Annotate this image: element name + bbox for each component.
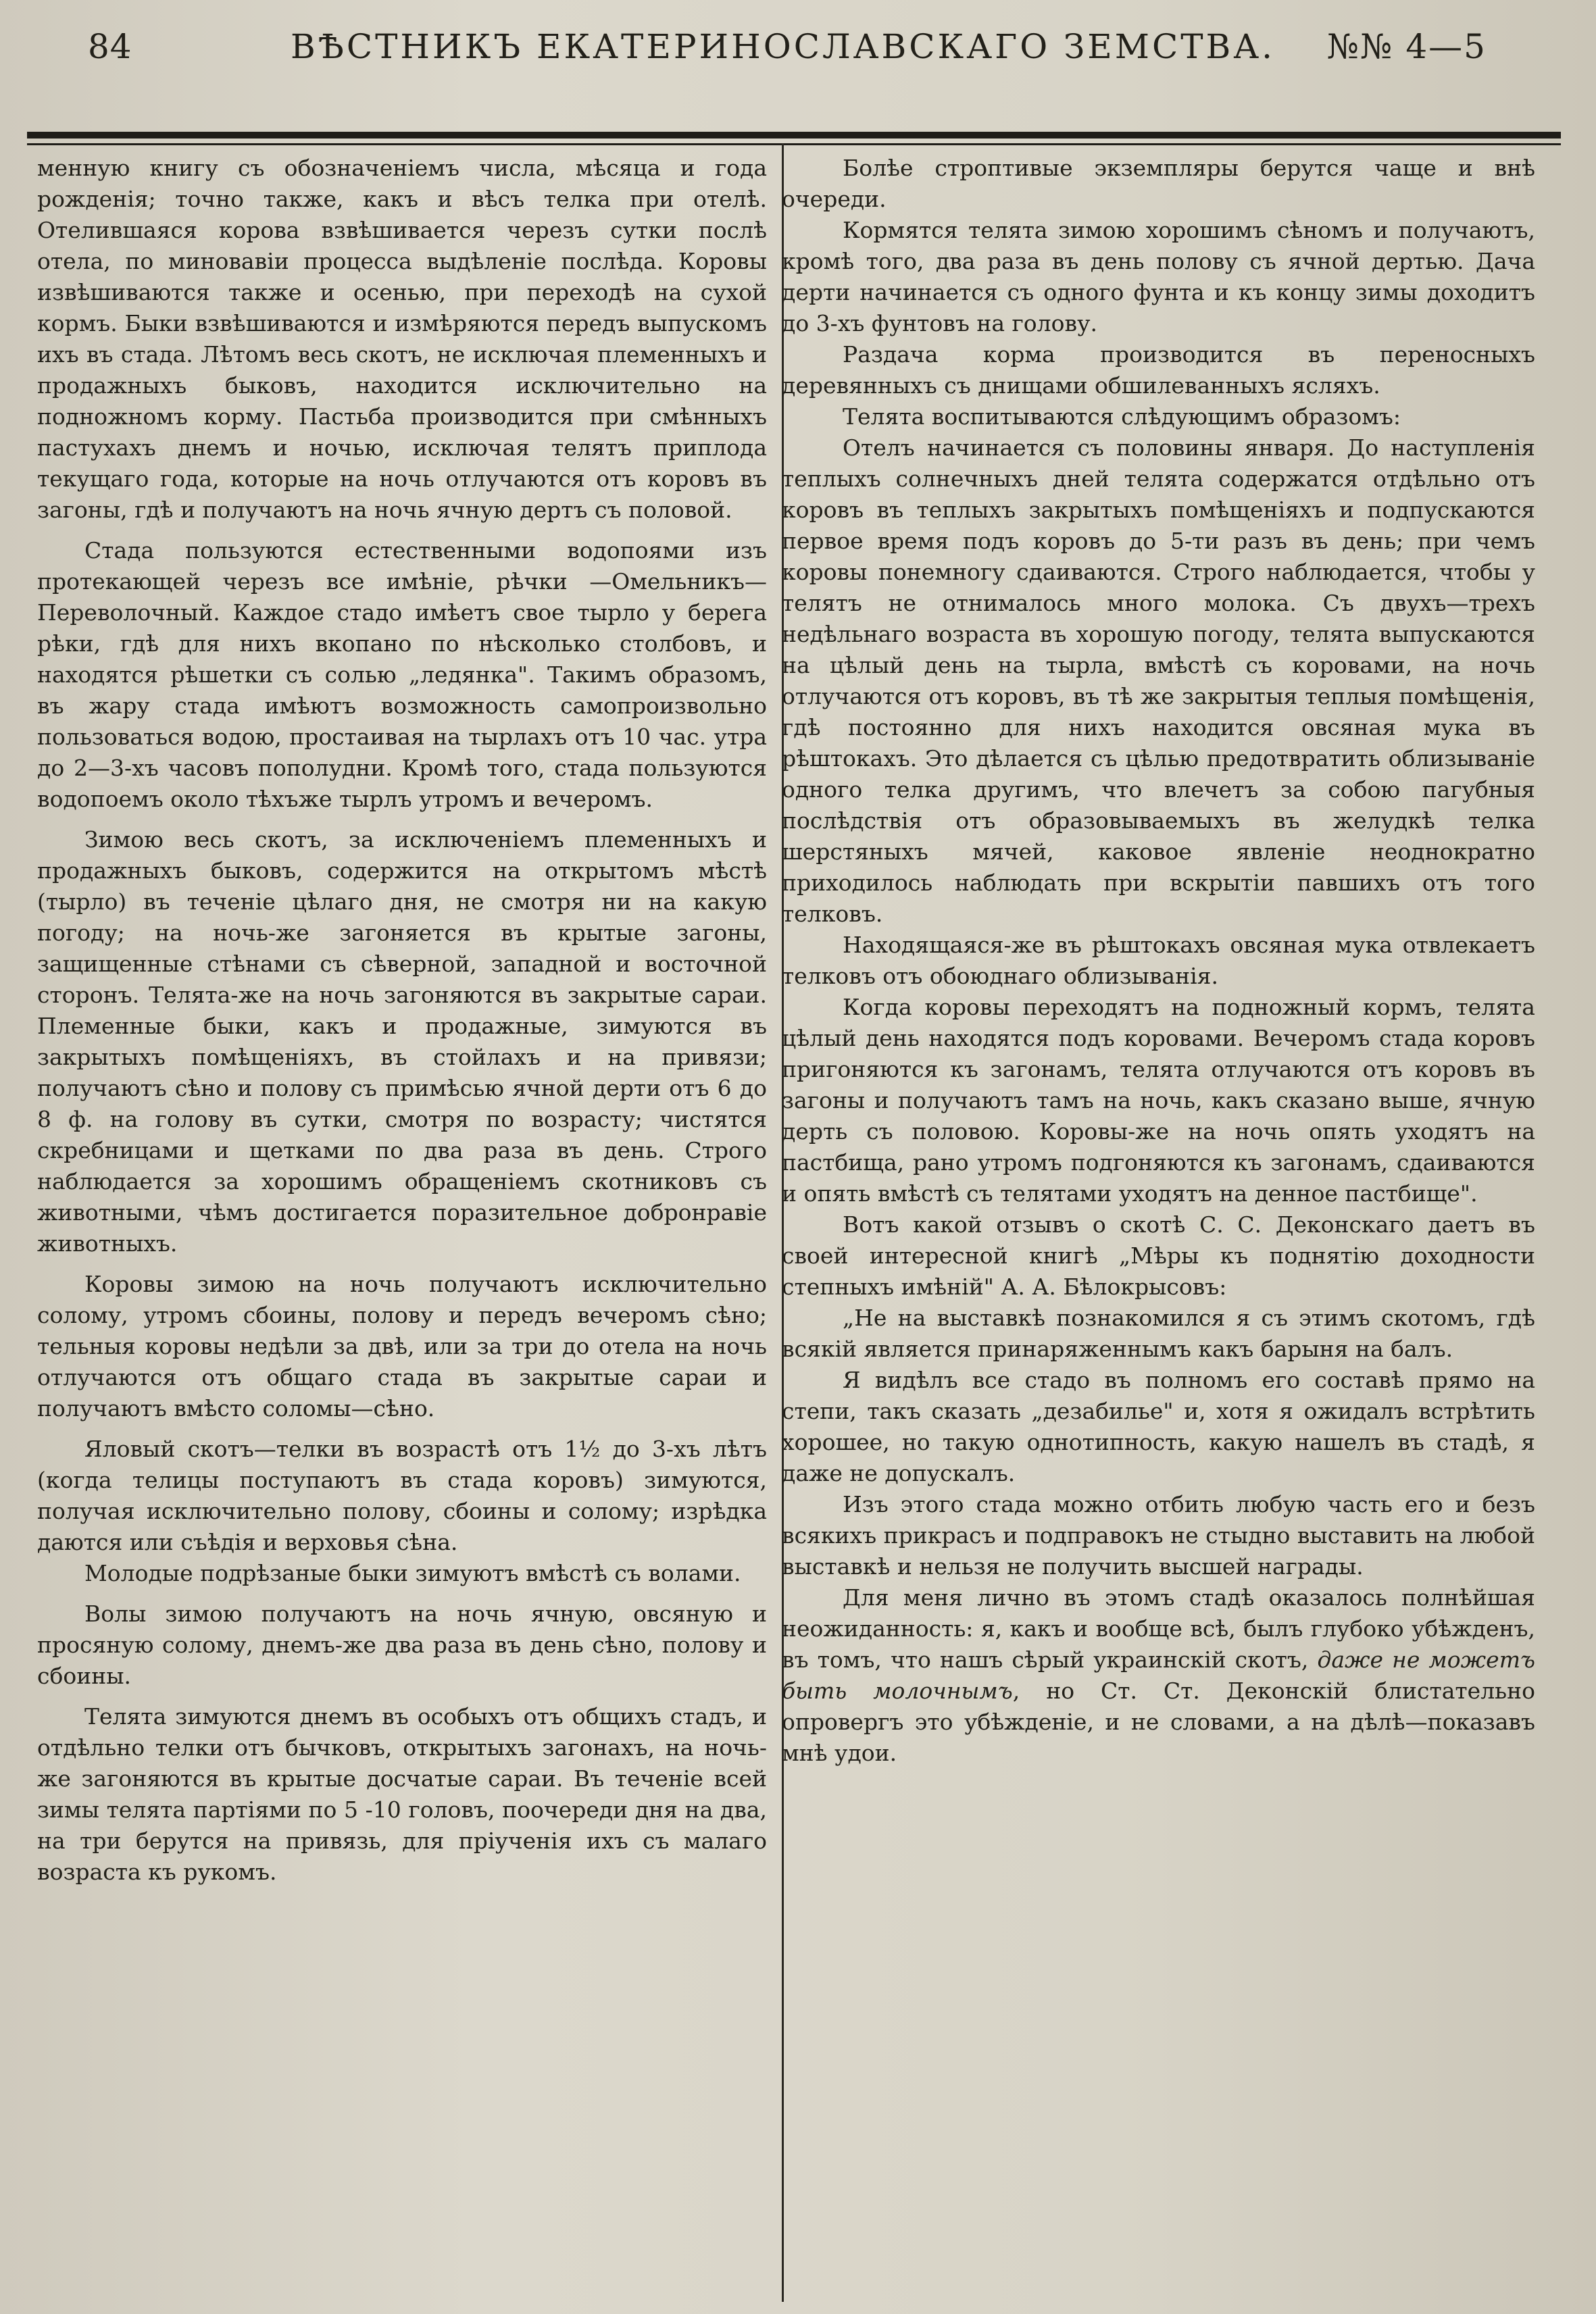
paragraph: Раздача корма производится въ переносныхъ деревянныхъ съ днищами обшилеванныхъ ясляхъ. xyxy=(782,341,1535,399)
paragraph: Телята зимуются днемъ въ особыхъ отъ общихъ стадъ, и отдѣльно телки отъ бычковъ, открытыхъ загонахъ, на ночь-же загоняются въ крытые досчатые сараи. Въ теченіе всей зимы телята партіями по 5 -10 головъ, поочереди дня на два, на три берутся на привязь, для пріученія ихъ съ малаго возраста къ рукомъ. xyxy=(37,1703,767,1885)
quote-paragraph: Я видѣлъ все стадо въ полномъ его составѣ прямо на степи, такъ сказать „дезабилье" и, хотя я ожидалъ встрѣтить хорошее, но такую однотипность, какую нашелъ въ стадѣ, я даже не допускалъ. xyxy=(782,1367,1535,1486)
final-text-end: , но Ст. Ст. Деконскій блистательно опровергъ это убѣжденіе, и не словами, а на дѣлѣ—показавъ мнѣ удои. xyxy=(782,1678,1536,1766)
paragraph: Находящаяся-же въ рѣштокахъ овсяная мука отвлекаетъ телковъ отъ обоюднаго облизыванія. xyxy=(782,932,1535,989)
paragraph: Кормятся телята зимою хорошимъ сѣномъ и получаютъ, кромѣ того, два раза въ день полову съ ячной дертью. Дача дерти начинается съ одного фунта и къ концу зимы доходитъ до 3-хъ фунтовъ на голову. xyxy=(782,217,1535,336)
paragraph: Болѣе строптивые экземпляры берутся чаще и внѣ очереди. xyxy=(782,155,1535,212)
paragraph: Волы зимою получаютъ на ночь ячную, овсяную и просяную солому, днемъ-же два раза въ день сѣно, полову и сбоины. xyxy=(37,1601,767,1689)
header-rule-thin xyxy=(27,143,1561,145)
paragraph: Зимою весь скотъ, за исключеніемъ племенныхъ и продажныхъ быковъ, содержится на открытомъ мѣстѣ (тырло) въ теченіе цѣлаго дня, не смотря ни на какую погоду; на ночь-же загоняется въ крытые загоны, защищенные стѣнами съ сѣверной, западной и восточной сторонъ. Телята-же на ночь загоняются въ закрытые сараи. Племенные быки, какъ и продажные, зимуются въ закрытыхъ помѣщеніяхъ, въ стойлахъ и на привязи; получаютъ сѣно и полову съ примѣсью ячной дерти отъ 6 до 8 ф. на голову въ сутки, смотря по возрасту; чистятся скребницами и щетками по два раза въ день. Строго наблюдается за хорошимъ обращеніемъ скотниковъ съ животными, чѣмъ достигается поразительное добронравіе животныхъ. xyxy=(37,826,767,1257)
paragraph: менную книгу съ обозначеніемъ числа, мѣсяца и года рожденія; точно также, какъ и вѣсъ телка при отелѣ. Отелившаяся корова взвѣшивается черезъ сутки послѣ отела, по миновавіи процесса выдѣленіе послѣда. Коровы извѣшиваются также и осенью, при переходѣ на сухой кормъ. Быки взвѣшиваются и измѣряются передъ выпускомъ ихъ въ стада. Лѣтомъ весь скотъ, не исключая племенныхъ и продажныхъ быковъ, находится исключительно на подножномъ корму. Пастьба производится при смѣнныхъ пастухахъ днемъ и ночью, исключая телятъ приплода текущаго года, которые на ночь отлучаются отъ коровъ въ загоны, гдѣ и получаютъ на ночь ячную дертъ съ половой. xyxy=(37,155,767,523)
page-number: 84 xyxy=(88,27,132,66)
paragraph: Телята воспитываются слѣдующимъ образомъ: xyxy=(843,403,1401,430)
italic-phrase: даже не можетъ быть молочнымъ xyxy=(782,1646,1535,1704)
issue-number: №№ 4—5 xyxy=(1326,27,1487,66)
journal-title: ВѢСТНИКЪ ЕКАТЕРИНОСЛАВСКАГО ЗЕМСТВА. xyxy=(291,27,1276,66)
header-rule-thick xyxy=(27,132,1561,139)
paragraph: Отелъ начинается съ половины января. До наступленія теплыхъ солнечныхъ дней телята содержатся отдѣльно отъ коровъ въ теплыхъ закрытыхъ помѣщеніяхъ и подпускаются первое время подъ коровъ до 5-ти разъ въ день; при чемъ коровы понемногу сдаиваются. Строго наблюдается, чтобы у телятъ не отнималось много молока. Съ двухъ—трехъ недѣльнаго возраста въ хорошую погоду, телята выпускаются на цѣлый день на тырла, вмѣстѣ съ коровами, на ночь отлучаются отъ коровъ, въ тѣ же закрытыя теплыя помѣщенія, гдѣ постоянно для нихъ находится овсяная мука въ рѣштокахъ. Это дѣлается съ цѣлью предотвратить облизываніе одного телка другимъ, что влечетъ за собою пагубныя послѣдствія отъ образовываемыхъ въ желудкѣ телка шерстяныхъ мячей, каковое явленіе неоднократно приходилось наблюдать при вскрытіи павшихъ отъ того телковъ. xyxy=(782,434,1535,927)
paragraph: Молодые подрѣзаные быки зимуютъ вмѣстѣ съ волами. xyxy=(84,1560,741,1586)
final-text-start: Для меня лично въ этомъ стадѣ оказалось полнѣйшая неожиданность: я, какъ и вообще всѣ, былъ глубоко убѣжденъ, въ томъ, что нашъ сѣрый украинскій скотъ, xyxy=(782,1584,1535,1673)
page-header xyxy=(88,20,1493,101)
quote-paragraph: Изъ этого стада можно отбить любую часть его и безъ всякихъ прикрасъ и подправокъ не стыдно выставить на любой выставкѣ и нельзя не получить высшей награды. xyxy=(782,1491,1535,1580)
paragraph: Когда коровы переходятъ на подножный кормъ, телята цѣлый день находятся подъ коровами. Вечеромъ стада коровъ пригоняются къ загонамъ, телята отлучаются отъ коровъ въ загоны и получаютъ тамъ на ночь, какъ сказано выше, ячную дерть съ половою. Коровы-же на ночь опять уходятъ на пастбища, рано утромъ подгоняются къ загонамъ, сдаиваются и опять вмѣстѣ съ телятами уходятъ на денное пастбище". xyxy=(782,994,1535,1207)
paragraph: Стада пользуются естественными водопоями изъ протекающей черезъ все имѣніе, рѣчки —Омельникъ—Переволочный. Каждое стадо имѣетъ свое тырло у берега рѣки, гдѣ для нихъ вкопано по нѣсколько столбовъ, и находятся рѣшетки съ солью „лeдянка". Такимъ образомъ, въ жару стада имѣютъ возможность самопроизвольно пользоваться водою, простаивая на тырлахъ отъ 10 час. утра до 2—3-хъ часовъ пополудни. Кромѣ того, стада пользуются водопоемъ около тѣхъже тырлъ утромъ и вечеромъ. xyxy=(37,537,767,812)
right-column xyxy=(782,153,1535,1769)
quote-paragraph-final xyxy=(782,1582,1535,1769)
paragraph: Яловый скотъ—телки въ возрастѣ отъ 1½ до 3-хъ лѣтъ (когда телицы поступаютъ въ стада коровъ) зимуются, получая исключительно полову, сбоины и солому; изрѣдка даются или съѣдія и верховья сѣна. xyxy=(37,1436,767,1555)
paragraph: Коровы зимою на ночь получаютъ исключительно солому, утромъ сбоины, полову и передъ вечеромъ сѣно; тельныя коровы недѣли за двѣ, или за три до отела на ночь отлучаются отъ общаго стада въ закрытые сараи и получаютъ вмѣсто соломы—сѣно. xyxy=(37,1271,767,1422)
paragraph: Вотъ какой отзывъ о скотѣ С. С. Деконскаго даетъ въ своей интересной книгѣ „Мѣры къ поднятію доходности степныхъ имѣній" А. А. Бѣлокрысовъ: xyxy=(782,1211,1535,1300)
left-column xyxy=(37,153,767,1888)
quote-paragraph: „Не на выставкѣ познакомился я съ этимъ скотомъ, гдѣ всякій является принаряженнымъ какъ барыня на балъ. xyxy=(782,1305,1535,1362)
